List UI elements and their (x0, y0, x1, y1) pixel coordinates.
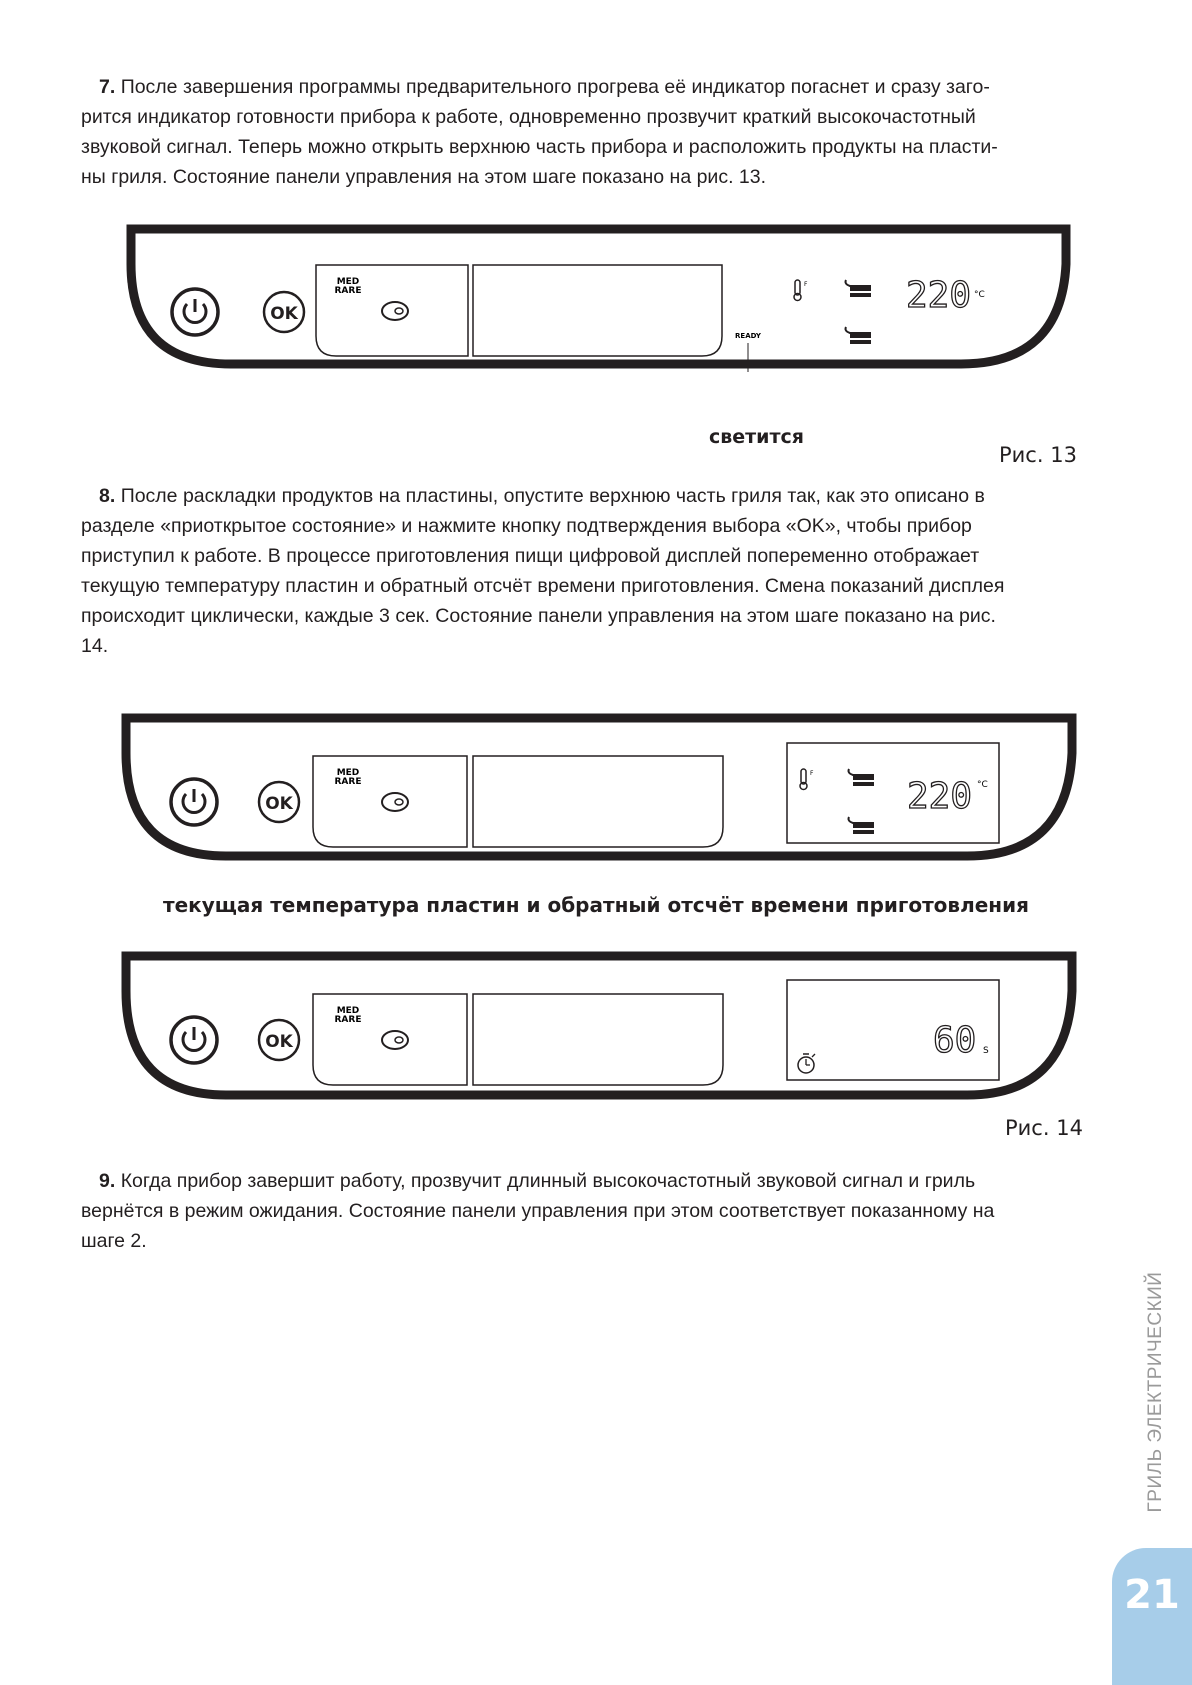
ok-button[interactable] (259, 782, 299, 822)
med-label: MED (336, 277, 360, 287)
step-8-line-2: разделе «приоткрытое состояние» и нажмите кнопку подтверждения выбора «OK», чтобы прибор (81, 515, 972, 537)
steak-icon (382, 302, 408, 320)
doneness-window (313, 994, 467, 1085)
rare-label: RARE (334, 1015, 362, 1025)
control-panel-drawing (121, 951, 1077, 1101)
ok-button[interactable] (264, 292, 304, 332)
celsius-unit: °C (974, 290, 985, 300)
step-7-number: 7. (99, 76, 116, 98)
step-8-paragraph (81, 481, 1112, 661)
svg-text:F: F (804, 281, 808, 288)
thermometer-icon (800, 769, 814, 790)
ok-label: OK (270, 304, 298, 324)
step-8-number: 8. (99, 485, 116, 507)
step-7-line-2: рится индикатор готовности прибора к работе, одновременно прозвучит краткий высокочастотный (81, 106, 976, 128)
step-8-line-5: происходит циклически, каждые 3 сек. Состояние панели управления на этом шаге показано на рис. (81, 605, 996, 627)
temperature-display: 220 (906, 275, 972, 316)
ok-button[interactable] (259, 1020, 299, 1060)
control-panel-fig14-timer (121, 951, 1077, 1101)
rare-label: RARE (334, 286, 362, 296)
steak-icon (382, 793, 408, 811)
temperature-display: 220 (907, 776, 973, 817)
ok-label: OK (265, 1032, 293, 1052)
control-panel-drawing (126, 224, 1071, 372)
step-7-line-1: 7. После завершения программы предварительного прогрева её индикатор погаснет и сразу заго- (99, 76, 990, 98)
med-label: MED (336, 768, 360, 778)
seconds-unit: S (983, 1046, 989, 1056)
program-display-window (473, 994, 723, 1085)
power-button[interactable] (171, 1017, 217, 1063)
doneness-window (316, 265, 468, 356)
glowing-callout: светится (709, 426, 804, 448)
control-panel-drawing (121, 713, 1077, 863)
program-display-window (473, 265, 722, 356)
ready-indicator: READY (735, 332, 761, 340)
step-8-line-4: текущую температуру пластин и обратный отсчёт времени приготовления. Смена показаний дисплея (81, 575, 1005, 597)
step-7-line-4: ны гриля. Состояние панели управления на этом шаге показано на рис. 13. (81, 166, 767, 188)
power-button[interactable] (171, 779, 217, 825)
power-button[interactable] (172, 289, 218, 335)
steak-icon (382, 1031, 408, 1049)
celsius-unit: °C (977, 780, 988, 790)
step-9-line-3: шаге 2. (81, 1230, 147, 1252)
section-title-vertical: ГРИЛЬ ЭЛЕКТРИЧЕСКИЙ (1145, 1271, 1166, 1513)
upper-plate-icon (846, 280, 872, 297)
figure-13-label: Рис. 13 (999, 443, 1077, 467)
stopwatch-icon (798, 1054, 815, 1073)
ok-label: OK (265, 794, 293, 814)
step-7-line-3: звуковой сигнал. Теперь можно открыть верхнюю часть прибора и расположить продукты на пласти- (81, 136, 998, 158)
svg-text:F: F (810, 770, 814, 777)
page-number: 21 (1124, 1572, 1180, 1618)
thermometer-icon (794, 280, 808, 301)
step-9-line-1: 9. Когда прибор завершит работу, прозвучит длинный высокочастотный звуковой сигнал и гриль (99, 1170, 976, 1192)
step-8-line-1: 8. После раскладки продуктов на пластины, опустите верхнюю часть гриля так, как это описано в (99, 485, 985, 507)
control-panel-fig13 (126, 224, 1071, 372)
upper-plate-icon (849, 769, 875, 786)
step-8-line-6: 14. (81, 635, 109, 657)
step-8-line-3: приступил к работе. В процессе приготовления пищи цифровой дисплей попеременно отображает (81, 545, 980, 567)
fig14-caption: текущая температура пластин и обратный отсчёт времени приготовления (163, 893, 1029, 917)
doneness-window (313, 756, 467, 847)
program-display-window (473, 756, 723, 847)
step-9-paragraph (81, 1166, 1112, 1256)
lower-plate-icon (849, 817, 875, 834)
time-display: 60 (933, 1020, 977, 1061)
rare-label: RARE (334, 777, 362, 787)
page-number-tab (1112, 1548, 1192, 1685)
control-panel-fig14-temperature (121, 713, 1077, 863)
figure-14-label: Рис. 14 (1005, 1116, 1083, 1140)
step-7-paragraph (81, 72, 1112, 192)
lower-plate-icon (846, 327, 872, 344)
step-9-line-2: вернётся в режим ожидания. Состояние панели управления при этом соответствует показанному на (81, 1200, 995, 1222)
step-9-number: 9. (99, 1170, 116, 1192)
med-label: MED (336, 1006, 360, 1016)
